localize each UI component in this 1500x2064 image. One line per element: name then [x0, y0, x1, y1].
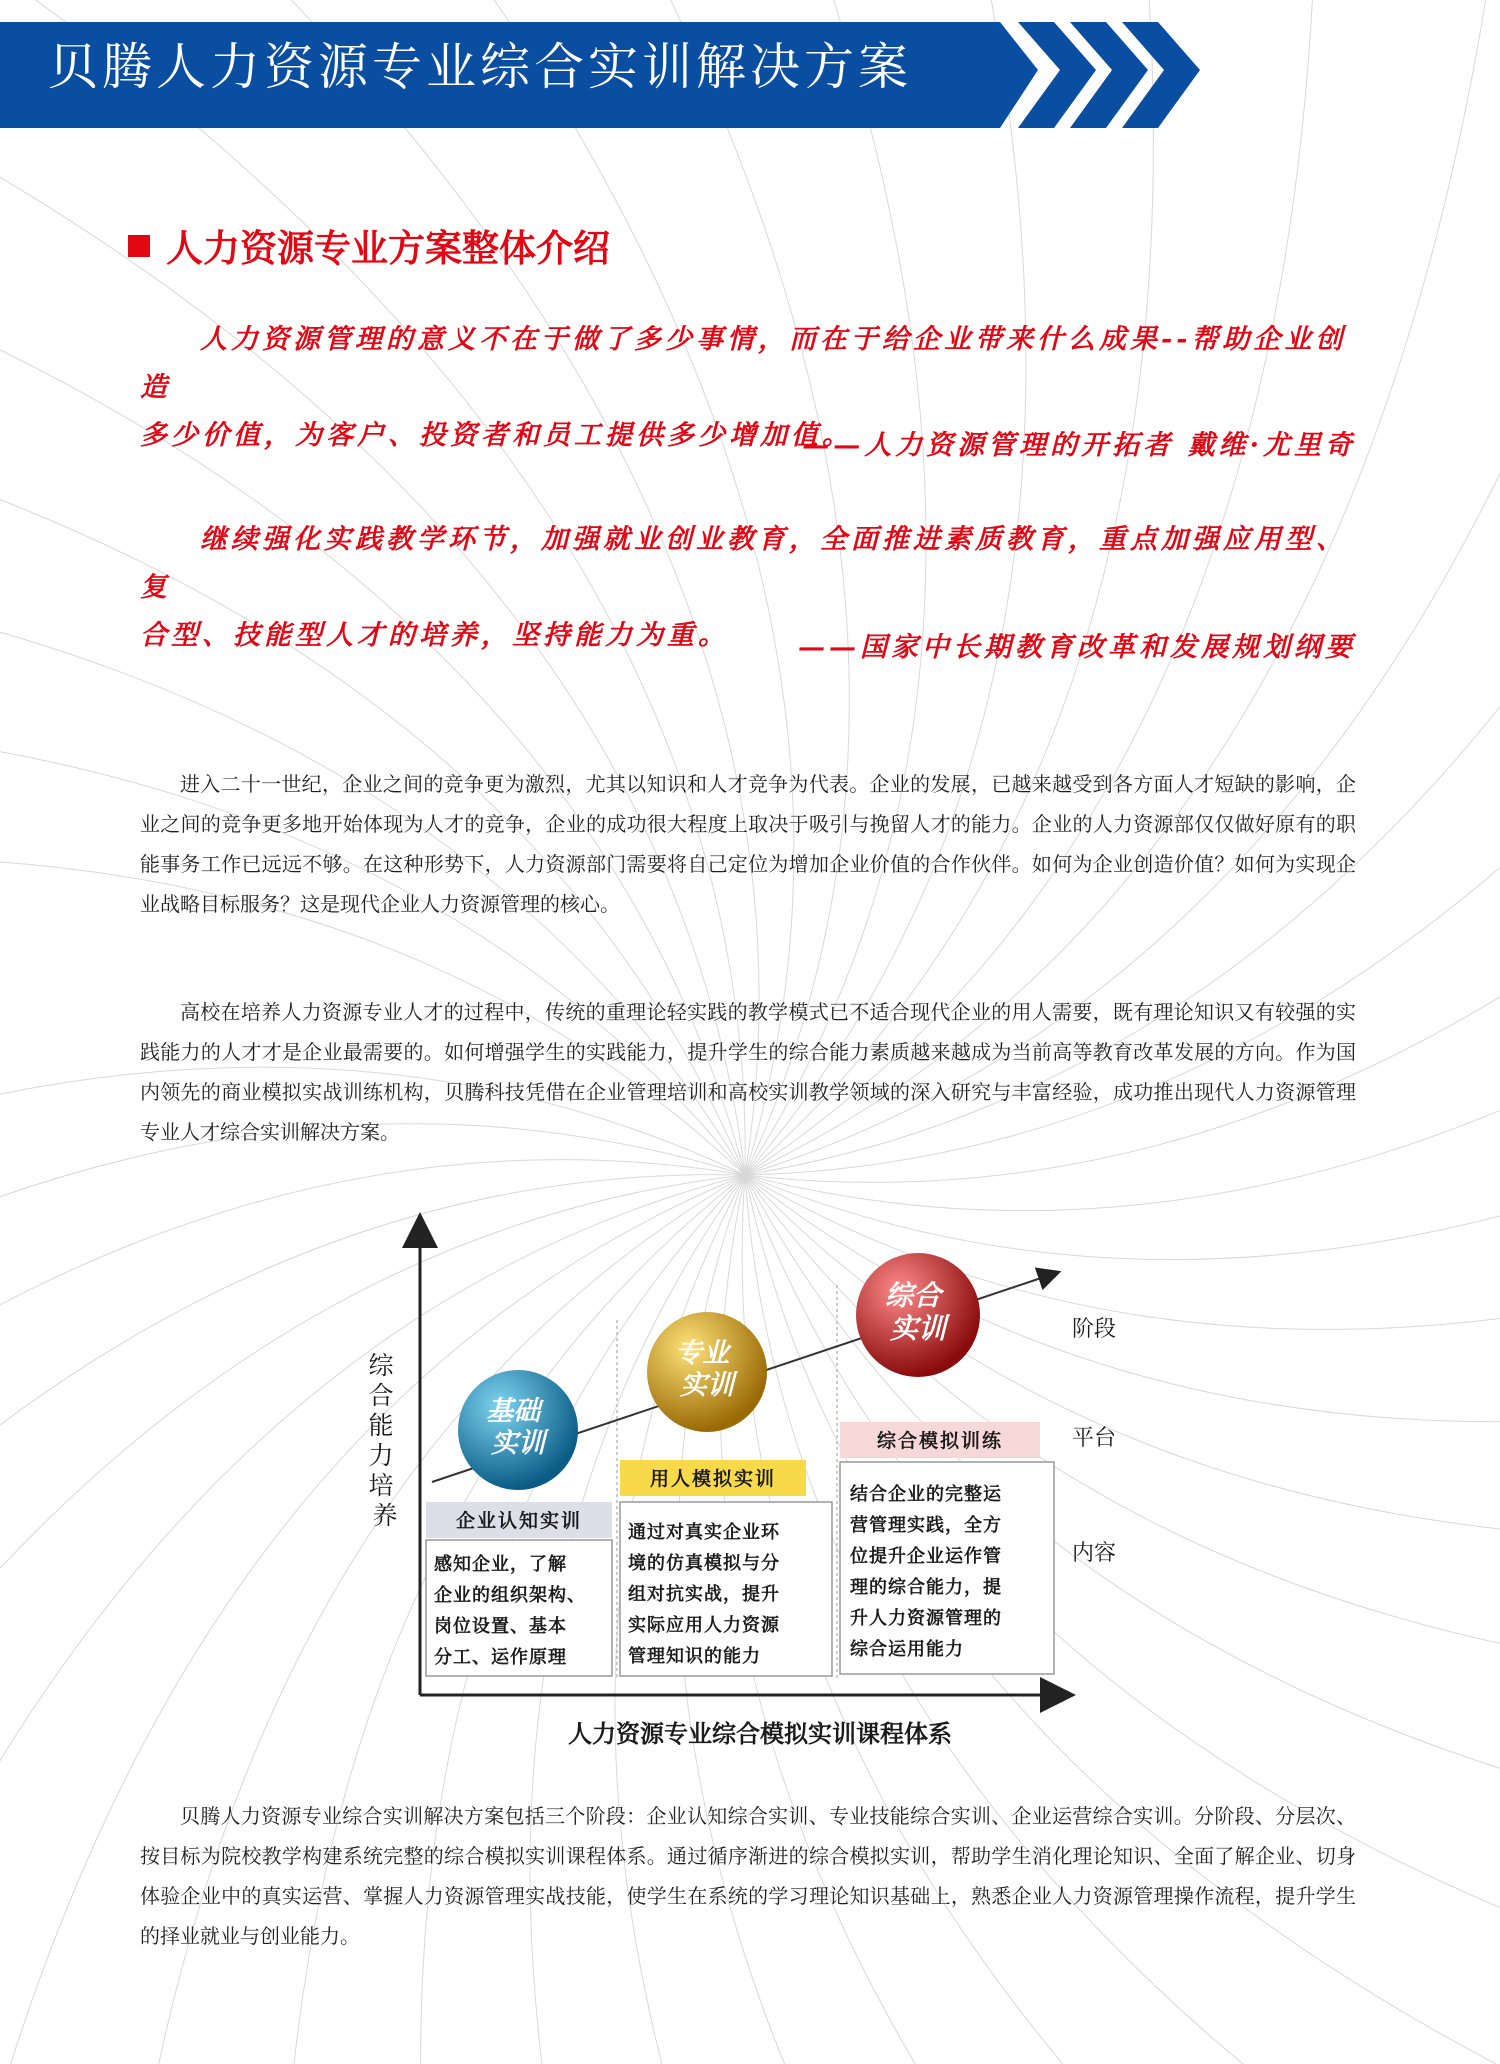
- section-heading: [128, 227, 610, 270]
- ball-label-line: 综合: [885, 1279, 942, 1312]
- content-line: 组对抗实战，提升: [628, 1584, 780, 1605]
- page-title: 贝腾人力资源专业综合实训解决方案: [48, 38, 912, 96]
- y-axis-char: 能: [368, 1411, 394, 1440]
- content-line: 分工、运作原理: [434, 1647, 567, 1668]
- platform-label-basic: 企业认知实训: [455, 1510, 583, 1532]
- square-bullet-icon: [128, 235, 150, 257]
- quote-1-line-1: 人力资源管理的意义不在于做了多少事情，而在于给企业带来什么成果--帮助企业创造: [140, 324, 1347, 403]
- quote-2-line-2: 合型、技能型人才的培养，坚持能力为重。: [140, 620, 729, 651]
- content-line: 结合企业的完整运: [850, 1484, 1002, 1505]
- content-line: 理的综合能力，提: [850, 1577, 1002, 1598]
- content-line: 企业的组织架构、: [434, 1585, 586, 1606]
- content-line: 通过对真实企业环: [628, 1522, 780, 1543]
- diagram-caption: 人力资源专业综合模拟实训课程体系: [568, 1720, 952, 1748]
- content-line: 升人力资源管理的: [850, 1608, 1002, 1629]
- content-line: 境的仿真模拟与分: [628, 1553, 780, 1574]
- y-axis-char: 力: [368, 1441, 394, 1470]
- row-label-content: 内容: [1072, 1541, 1117, 1566]
- ball-label-line: 基础: [486, 1396, 541, 1427]
- content-line: 管理知识的能力: [628, 1646, 761, 1667]
- ball-label-line: 实训: [889, 1312, 947, 1345]
- row-label-platform: 平台: [1072, 1426, 1117, 1451]
- ball-label-line: 实训: [491, 1428, 545, 1459]
- quote-1-line-2: 多少价值，为客户、投资者和员工提供多少增加值。: [140, 420, 853, 451]
- stage-ball-basic-label: [486, 1396, 550, 1459]
- stage-ball-professional-label: [675, 1338, 739, 1401]
- quote-2-source: ——国家中长期教育改革和发展规划纲要: [798, 632, 1356, 663]
- stage-basic: [426, 1370, 612, 1676]
- y-axis-char: 合: [368, 1381, 394, 1410]
- content-line: 岗位设置、基本: [434, 1616, 567, 1637]
- row-label-stage: 阶段: [1072, 1317, 1117, 1342]
- curriculum-diagram: [0, 1190, 1500, 1760]
- content-line: 实际应用人力资源: [628, 1615, 780, 1636]
- platform-label-professional: 用人模拟实训: [649, 1468, 777, 1490]
- ball-label-line: 实训: [680, 1370, 734, 1401]
- content-line: 感知企业，了解: [434, 1554, 567, 1575]
- quote-2-line-1: 继续强化实践教学环节，加强就业创业教育，全面推进素质教育，重点加强应用型、复: [140, 524, 1347, 603]
- section-heading-text: 人力资源专业方案整体介绍: [166, 227, 610, 270]
- stage-professional: [620, 1312, 832, 1676]
- stage-ball-comprehensive-label: [885, 1279, 951, 1345]
- content-line: 综合运用能力: [850, 1639, 964, 1660]
- ball-label-line: 专业: [675, 1338, 730, 1369]
- intro-paragraph-1: 进入二十一世纪，企业之间的竞争更为激烈，尤其以知识和人才竞争为代表。企业的发展，已越来越受到各方面人才短缺的影响，企业之间的竞争更多地开始体现为人才的竞争，企业的成功很大程度上取决于吸引与挽留人才的能力。企业的人力资源部仅仅做好原有的职能事务工作已远远不够。在这种形势下，人力资源部门需要将自己定位为增加企业价值的合作伙伴。如何为企业创造价值？如何为实现企业战略目标服务？这是现代企业人力资源管理的核心。: [140, 772, 1356, 916]
- summary-paragraph: 贝腾人力资源专业综合实训解决方案包括三个阶段：企业认知综合实训、专业技能综合实训、企业运营综合实训。分阶段、分层次、按目标为院校教学构建系统完整的综合模拟实训课程体系。通过循序渐进的综合模拟实训，帮助学生消化理论知识、全面了解企业、切身体验企业中的真实运营、掌握人力资源管理实战技能，使学生在系统的学习理论知识基础上，熟悉企业人力资源管理操作流程，提升学生的择业就业与创业能力。: [140, 1804, 1356, 1948]
- stage-comprehensive: [840, 1253, 1054, 1674]
- y-axis-char: 养: [372, 1501, 398, 1530]
- intro-paragraph-2: 高校在培养人力资源专业人才的过程中，传统的重理论轻实践的教学模式已不适合现代企业的用人需要，既有理论知识又有较强的实践能力的人才才是企业最需要的。如何增强学生的实践能力，提升学生的综合能力素质越来越成为当前高等教育改革发展的方向。作为国内领先的商业模拟实战训练机构，贝腾科技凭借在企业管理培训和高校实训教学领域的深入研究与丰富经验，成功推出现代人力资源管理专业人才综合实训解决方案。: [140, 1000, 1356, 1144]
- y-axis-label: [369, 1351, 402, 1530]
- quote-1-source: ——人力资源管理的开拓者 戴维·尤里奇: [802, 430, 1356, 461]
- y-axis-char: 培: [368, 1471, 394, 1500]
- y-axis-char: 综: [368, 1351, 394, 1380]
- content-line: 营管理实践，全方: [850, 1515, 1002, 1536]
- platform-label-comprehensive: 综合模拟训练: [876, 1430, 1004, 1452]
- content-line: 位提升企业运作管: [850, 1546, 1002, 1567]
